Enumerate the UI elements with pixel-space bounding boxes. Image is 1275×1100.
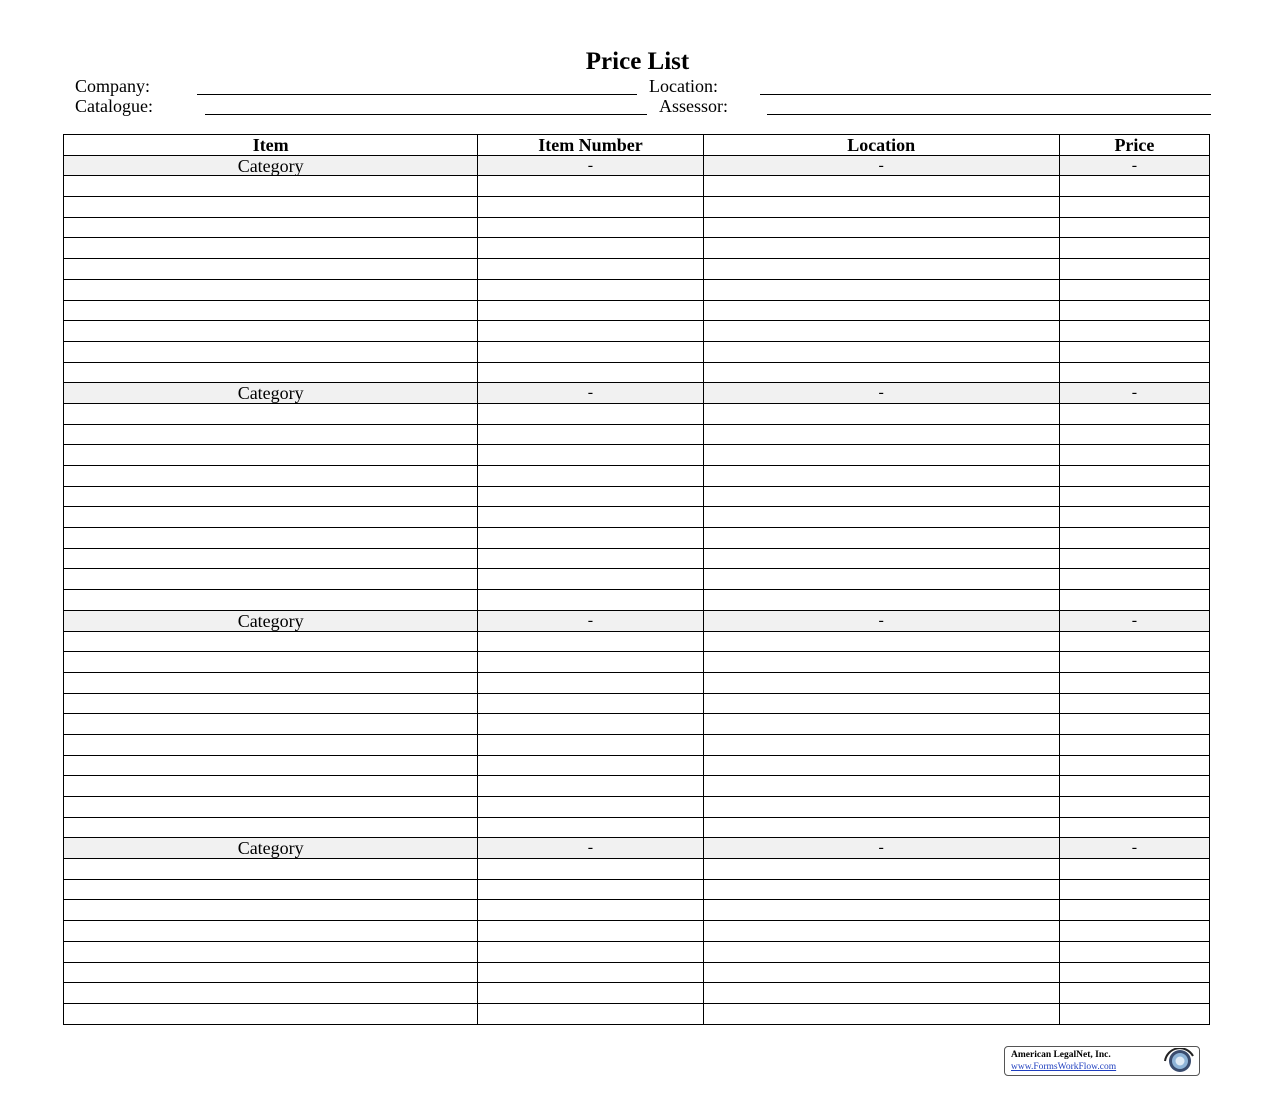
table-row	[64, 569, 1210, 590]
table-cell[interactable]	[64, 879, 478, 900]
table-cell[interactable]	[64, 1003, 478, 1024]
table-cell[interactable]	[1059, 424, 1209, 445]
table-row	[64, 631, 1210, 652]
table-cell[interactable]	[1059, 879, 1209, 900]
footer-badge	[1004, 1046, 1200, 1076]
table-row	[64, 548, 1210, 569]
column-header-location: Location	[703, 135, 1059, 156]
category-cell: -	[478, 383, 703, 404]
table-cell[interactable]	[64, 403, 478, 424]
table-header-row	[64, 135, 1210, 156]
table-row	[64, 714, 1210, 735]
table-cell[interactable]	[703, 817, 1059, 838]
page-title: Price List	[585, 48, 690, 75]
table-cell[interactable]	[1059, 900, 1209, 921]
table-cell[interactable]	[64, 590, 478, 611]
table-cell[interactable]	[1059, 259, 1209, 280]
table-row	[64, 879, 1210, 900]
table-cell[interactable]	[64, 962, 478, 983]
table-cell[interactable]	[1059, 528, 1209, 549]
table-cell[interactable]	[703, 445, 1059, 466]
table-row	[64, 962, 1210, 983]
table-row	[64, 859, 1210, 880]
table-cell[interactable]	[703, 693, 1059, 714]
table-cell[interactable]	[1059, 403, 1209, 424]
globe-logo-icon	[1162, 1048, 1196, 1074]
table-cell[interactable]	[703, 631, 1059, 652]
category-row	[64, 383, 1210, 404]
table-cell[interactable]	[703, 528, 1059, 549]
table-cell[interactable]	[478, 631, 703, 652]
table-cell[interactable]	[478, 259, 703, 280]
table-cell[interactable]	[1059, 445, 1209, 466]
table-cell[interactable]	[478, 445, 703, 466]
table-cell[interactable]	[478, 672, 703, 693]
table-row	[64, 755, 1210, 776]
table-cell[interactable]	[1059, 507, 1209, 528]
table-cell[interactable]	[64, 445, 478, 466]
table-cell[interactable]	[64, 734, 478, 755]
table-row	[64, 921, 1210, 942]
table-cell[interactable]	[703, 652, 1059, 673]
table-cell[interactable]	[64, 362, 478, 383]
location-label: Location:	[649, 76, 718, 96]
table-cell[interactable]	[703, 859, 1059, 880]
table-cell[interactable]	[64, 652, 478, 673]
table-cell[interactable]	[703, 466, 1059, 487]
category-label: Category	[64, 383, 478, 404]
table-cell[interactable]	[1059, 300, 1209, 321]
table-cell[interactable]	[64, 217, 478, 238]
footer-company: American LegalNet, Inc.	[1011, 1050, 1111, 1060]
table-cell[interactable]	[703, 341, 1059, 362]
table-cell[interactable]	[478, 921, 703, 942]
category-label: Category	[64, 155, 478, 176]
table-cell[interactable]	[1059, 238, 1209, 259]
table-cell[interactable]	[703, 424, 1059, 445]
table-cell[interactable]	[1059, 672, 1209, 693]
category-cell: -	[478, 838, 703, 859]
table-cell[interactable]	[703, 921, 1059, 942]
category-cell: -	[703, 383, 1059, 404]
table-cell[interactable]	[1059, 321, 1209, 342]
table-cell[interactable]	[64, 238, 478, 259]
table-cell[interactable]	[703, 797, 1059, 818]
table-row	[64, 590, 1210, 611]
table-cell[interactable]	[1059, 197, 1209, 218]
table-cell[interactable]	[478, 279, 703, 300]
table-cell[interactable]	[1059, 1003, 1209, 1024]
table-cell[interactable]	[478, 238, 703, 259]
table-cell[interactable]	[1059, 921, 1209, 942]
table-row	[64, 362, 1210, 383]
assessor-label: Assessor:	[659, 96, 729, 116]
table-cell[interactable]	[703, 962, 1059, 983]
table-cell[interactable]	[478, 776, 703, 797]
column-header-price: Price	[1059, 135, 1209, 156]
table-row	[64, 259, 1210, 280]
table-cell[interactable]	[703, 900, 1059, 921]
table-cell[interactable]	[64, 900, 478, 921]
table-cell[interactable]	[1059, 569, 1209, 590]
table-cell[interactable]	[703, 569, 1059, 590]
table-row	[64, 941, 1210, 962]
table-cell[interactable]	[64, 507, 478, 528]
table-cell[interactable]	[703, 734, 1059, 755]
table-row	[64, 817, 1210, 838]
table-cell[interactable]	[64, 321, 478, 342]
table-cell[interactable]	[478, 548, 703, 569]
table-cell[interactable]	[64, 631, 478, 652]
table-cell[interactable]	[1059, 466, 1209, 487]
table-cell[interactable]	[703, 755, 1059, 776]
table-cell[interactable]	[478, 321, 703, 342]
table-cell[interactable]	[64, 424, 478, 445]
location-field[interactable]	[760, 94, 1211, 95]
table-cell[interactable]	[478, 714, 703, 735]
price-table	[63, 134, 1210, 1025]
table-cell[interactable]	[64, 279, 478, 300]
table-cell[interactable]	[64, 176, 478, 197]
table-cell[interactable]	[478, 879, 703, 900]
table-row	[64, 238, 1210, 259]
table-row	[64, 528, 1210, 549]
table-cell[interactable]	[703, 362, 1059, 383]
column-header-item-number: Item Number	[478, 135, 703, 156]
table-cell[interactable]	[64, 548, 478, 569]
table-cell[interactable]	[64, 776, 478, 797]
category-row	[64, 838, 1210, 859]
category-cell: -	[1059, 838, 1209, 859]
table-cell[interactable]	[478, 941, 703, 962]
table-cell[interactable]	[703, 714, 1059, 735]
table-cell[interactable]	[1059, 652, 1209, 673]
table-cell[interactable]	[703, 300, 1059, 321]
table-cell[interactable]	[703, 941, 1059, 962]
table-cell[interactable]	[703, 176, 1059, 197]
table-cell[interactable]	[703, 879, 1059, 900]
category-cell: -	[1059, 155, 1209, 176]
table-cell[interactable]	[478, 797, 703, 818]
table-cell[interactable]	[478, 693, 703, 714]
table-body	[64, 155, 1210, 1024]
table-cell[interactable]	[478, 362, 703, 383]
table-cell[interactable]	[1059, 279, 1209, 300]
table-cell[interactable]	[1059, 817, 1209, 838]
table-row	[64, 507, 1210, 528]
table-cell[interactable]	[703, 486, 1059, 507]
table-cell[interactable]	[478, 734, 703, 755]
table-row	[64, 279, 1210, 300]
table-cell[interactable]	[703, 217, 1059, 238]
category-cell: -	[478, 610, 703, 631]
table-cell[interactable]	[64, 300, 478, 321]
table-row	[64, 466, 1210, 487]
table-cell[interactable]	[478, 528, 703, 549]
table-cell[interactable]	[478, 176, 703, 197]
table-cell[interactable]	[64, 817, 478, 838]
category-row	[64, 155, 1210, 176]
table-cell[interactable]	[478, 486, 703, 507]
table-cell[interactable]	[478, 466, 703, 487]
table-cell[interactable]	[1059, 776, 1209, 797]
table-cell[interactable]	[478, 197, 703, 218]
category-cell: -	[478, 155, 703, 176]
table-cell[interactable]	[1059, 590, 1209, 611]
table-cell[interactable]	[1059, 341, 1209, 362]
table-cell[interactable]	[703, 548, 1059, 569]
table-cell[interactable]	[1059, 362, 1209, 383]
table-cell[interactable]	[478, 859, 703, 880]
table-cell[interactable]	[478, 507, 703, 528]
table-cell[interactable]	[478, 424, 703, 445]
table-cell[interactable]	[64, 486, 478, 507]
table-cell[interactable]	[478, 962, 703, 983]
table-cell[interactable]	[703, 672, 1059, 693]
table-row	[64, 1003, 1210, 1024]
table-cell[interactable]	[478, 569, 703, 590]
table-cell[interactable]	[64, 569, 478, 590]
table-cell[interactable]	[64, 693, 478, 714]
table-cell[interactable]	[703, 197, 1059, 218]
table-cell[interactable]	[64, 859, 478, 880]
table-cell[interactable]	[478, 1003, 703, 1024]
table-cell[interactable]	[478, 300, 703, 321]
table-cell[interactable]	[1059, 734, 1209, 755]
table-row	[64, 424, 1210, 445]
table-cell[interactable]	[1059, 983, 1209, 1004]
table-cell[interactable]	[703, 776, 1059, 797]
table-cell[interactable]	[64, 341, 478, 362]
table-row	[64, 176, 1210, 197]
table-row	[64, 445, 1210, 466]
table-cell[interactable]	[703, 507, 1059, 528]
table-cell[interactable]	[1059, 859, 1209, 880]
table-cell[interactable]	[1059, 797, 1209, 818]
table-row	[64, 197, 1210, 218]
category-row	[64, 610, 1210, 631]
table-cell[interactable]	[703, 403, 1059, 424]
table-cell[interactable]	[478, 652, 703, 673]
company-label: Company:	[75, 76, 150, 96]
table-row	[64, 693, 1210, 714]
company-field[interactable]	[197, 94, 637, 95]
category-cell: -	[703, 838, 1059, 859]
table-row	[64, 341, 1210, 362]
category-cell: -	[703, 155, 1059, 176]
table-cell[interactable]	[1059, 176, 1209, 197]
table-cell[interactable]	[478, 217, 703, 238]
table-cell[interactable]	[1059, 486, 1209, 507]
table-cell[interactable]	[478, 817, 703, 838]
category-label: Category	[64, 838, 478, 859]
table-cell[interactable]	[703, 238, 1059, 259]
table-row	[64, 321, 1210, 342]
catalogue-label: Catalogue:	[75, 96, 153, 116]
column-header-item: Item	[64, 135, 478, 156]
table-cell[interactable]	[64, 714, 478, 735]
table-cell[interactable]	[1059, 941, 1209, 962]
category-label: Category	[64, 610, 478, 631]
category-cell: -	[703, 610, 1059, 631]
table-cell[interactable]	[64, 197, 478, 218]
table-cell[interactable]	[64, 672, 478, 693]
table-row	[64, 300, 1210, 321]
table-cell[interactable]	[1059, 962, 1209, 983]
table-cell[interactable]	[64, 528, 478, 549]
table-cell[interactable]	[478, 341, 703, 362]
table-cell[interactable]	[1059, 693, 1209, 714]
table-row	[64, 403, 1210, 424]
table-cell[interactable]	[64, 259, 478, 280]
table-cell[interactable]	[1059, 217, 1209, 238]
table-cell[interactable]	[478, 590, 703, 611]
table-cell[interactable]	[1059, 714, 1209, 735]
table-cell[interactable]	[703, 321, 1059, 342]
table-cell[interactable]	[64, 941, 478, 962]
table-cell[interactable]	[64, 921, 478, 942]
assessor-field[interactable]	[767, 114, 1211, 115]
table-row	[64, 486, 1210, 507]
table-cell[interactable]	[478, 403, 703, 424]
table-row	[64, 672, 1210, 693]
table-cell[interactable]	[703, 983, 1059, 1004]
table-cell[interactable]	[703, 590, 1059, 611]
table-cell[interactable]	[64, 983, 478, 1004]
table-row	[64, 776, 1210, 797]
table-row	[64, 734, 1210, 755]
table-row	[64, 652, 1210, 673]
table-cell[interactable]	[64, 755, 478, 776]
table-cell[interactable]	[1059, 755, 1209, 776]
table-cell[interactable]	[703, 1003, 1059, 1024]
table-cell[interactable]	[478, 755, 703, 776]
catalogue-field[interactable]	[205, 114, 647, 115]
table-row	[64, 983, 1210, 1004]
table-cell[interactable]	[64, 797, 478, 818]
table-row	[64, 900, 1210, 921]
table-cell[interactable]	[478, 983, 703, 1004]
table-cell[interactable]	[703, 279, 1059, 300]
category-cell: -	[1059, 383, 1209, 404]
table-row	[64, 797, 1210, 818]
category-cell: -	[1059, 610, 1209, 631]
table-row	[64, 217, 1210, 238]
table-cell[interactable]	[703, 259, 1059, 280]
table-cell[interactable]	[478, 900, 703, 921]
table-cell[interactable]	[1059, 548, 1209, 569]
footer-link[interactable]: www.FormsWorkFlow.com	[1011, 1062, 1117, 1072]
table-cell[interactable]	[1059, 631, 1209, 652]
table-cell[interactable]	[64, 466, 478, 487]
